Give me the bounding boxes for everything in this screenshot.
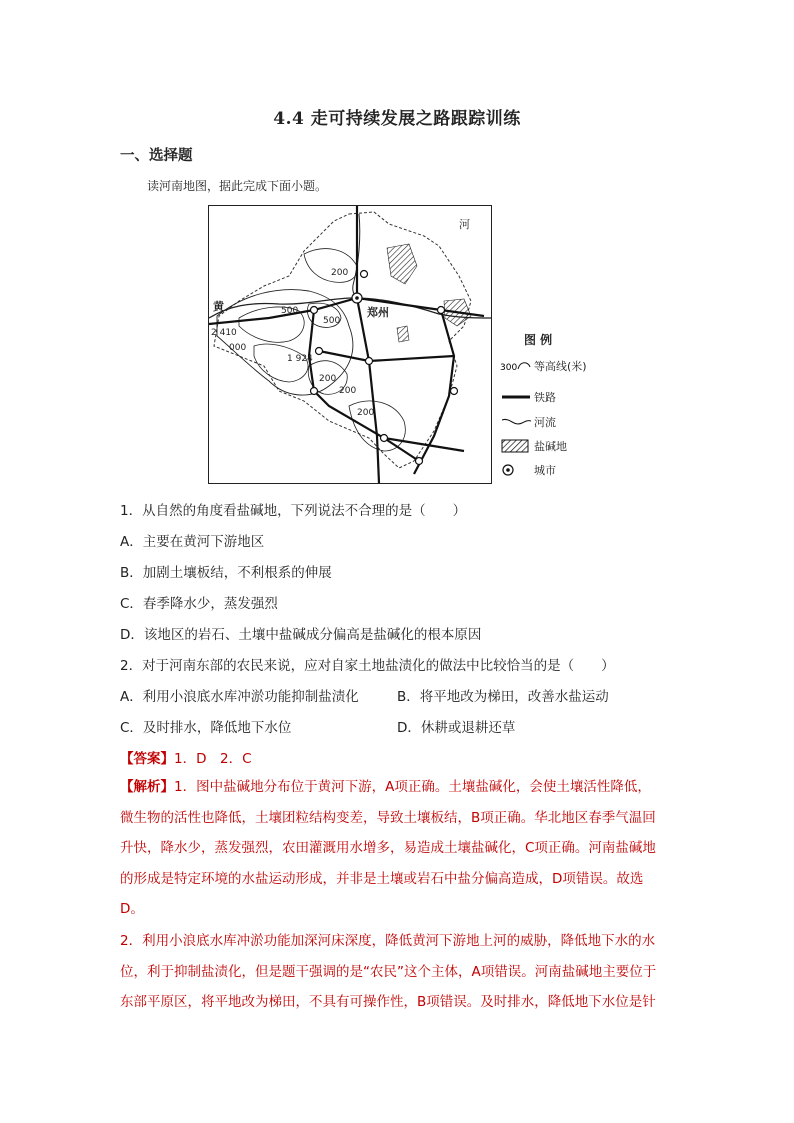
- railway-icon: [500, 390, 534, 404]
- analysis-block-1: [120, 772, 680, 925]
- q2-option-d: D．休耕或退耕还草: [397, 720, 516, 736]
- legend-saline: [500, 438, 567, 454]
- river-icon: [500, 415, 534, 429]
- analysis-text: 1．图中盐碱地分布位于黄河下游，A项正确。土壤盐碱化，会使土壤活性降低，: [174, 779, 651, 795]
- saline-land-1: [387, 244, 417, 284]
- map-label-peak-1924: 1 924: [287, 354, 313, 364]
- railway-mid: [319, 351, 454, 361]
- city-zhengzhou-center: [355, 296, 359, 300]
- question-1-stem: 1．从自然的角度看盐碱地，下列说法不合理的是（ ）: [120, 503, 467, 519]
- analysis-line: 位，利于抑制盐渍化，但是题干强调的是“农民”这个主体，A项错误。河南盐碱地主要位于: [120, 963, 657, 980]
- page-title: 4.4 走可持续发展之路跟踪训练: [273, 109, 521, 129]
- railway-south-east: [384, 438, 464, 451]
- city-dot-6: [451, 388, 458, 395]
- question-intro: 读河南地图，据此完成下面小题。: [147, 179, 328, 193]
- city-dot-5: [316, 348, 323, 355]
- legend-city: [500, 462, 556, 478]
- q1-option-a: A．主要在黄河下游地区: [120, 534, 265, 550]
- legend-river-label: 河流: [534, 416, 556, 429]
- legend-contour: [500, 358, 587, 374]
- saline-icon: [500, 439, 534, 453]
- map-legend: [500, 326, 610, 486]
- map-label-zhengzhou: 郑州: [367, 306, 389, 319]
- answer-line: [120, 747, 252, 767]
- svg-text:300: 300: [500, 363, 518, 373]
- map-label-river-huang: 黄: [213, 300, 224, 313]
- city-dot-2: [311, 307, 318, 314]
- analysis-block-2: [120, 926, 680, 1018]
- answer-label: 【答案】: [120, 751, 174, 767]
- city-dot-7: [311, 388, 318, 395]
- legend-railway: [500, 389, 556, 405]
- question-2-stem: 2．对于河南东部的农民来说，应对自家土地盐渍化的做法中比较恰当的是（ ）: [120, 658, 615, 674]
- legend-river: [500, 414, 556, 430]
- railway-ns: [357, 206, 379, 483]
- legend-city-label: 城市: [534, 464, 556, 477]
- map-label-contour-200a: 200: [331, 268, 349, 278]
- map-label-river-he: 河: [459, 218, 470, 231]
- analysis-line: 2．利用小浪底水库冲淤功能加深河床深度，降低黄河下游地上河的威胁，降低地下水的水: [120, 933, 656, 949]
- q1-option-b: B．加剧土壤板结，不利根系的伸展: [120, 565, 332, 581]
- map-drawing: [209, 206, 491, 483]
- answer-text: 1．D 2．C: [174, 751, 252, 767]
- city-dot-1: [361, 271, 368, 278]
- contour-icon: [500, 359, 534, 373]
- legend-saline-label: 盐碱地: [534, 440, 567, 453]
- analysis-line: [120, 772, 680, 803]
- map-label-000: 000: [229, 343, 247, 353]
- city-dot-8: [381, 435, 388, 442]
- henan-map: [208, 205, 492, 484]
- analysis-line: D。: [120, 901, 144, 917]
- q2-option-c: C．及时排水，降低地下水位: [120, 720, 292, 736]
- map-label-contour-200c: 200: [339, 386, 357, 396]
- q1-option-d: D．该地区的岩石、土壤中盐碱成分偏高是盐碱化的根本原因: [120, 627, 482, 643]
- analysis-line: 微生物的活性也降低，土壤团粒结构变差，导致土壤板结，B项正确。华北地区春季气温回: [120, 809, 656, 826]
- city-dot-9: [416, 458, 423, 465]
- analysis-line: 东部平原区，将平地改为梯田，不具有可操作性，B项错误。及时排水，降低地下水位是针: [120, 994, 656, 1010]
- analysis-line: 升快，降水少，蒸发强烈，农田灌溉用水增多，易造成土壤盐碱化，C项正确。河南盐碱地: [120, 840, 656, 856]
- q1-option-c: C．春季降水少，蒸发强烈: [120, 596, 278, 612]
- analysis-line: 的形成是特定环境的水盐运动形成，并非是土壤或岩石中盐分偏高造成，D项错误。故选: [120, 870, 644, 887]
- map-label-peak-2410: 2 410: [211, 328, 237, 338]
- map-label-contour-500a: 500: [281, 306, 299, 316]
- map-label-contour-200d: 200: [357, 408, 375, 418]
- saline-land-3: [397, 326, 409, 342]
- analysis-label: 【解析】: [120, 779, 174, 795]
- province-boundary: [214, 212, 471, 468]
- map-label-contour-500b: 500: [323, 316, 341, 326]
- q2-option-b: B．将平地改为梯田，改善水盐运动: [397, 689, 609, 705]
- legend-railway-label: 铁路: [534, 391, 556, 404]
- map-label-contour-200b: 200: [319, 374, 337, 384]
- city-dot-4: [366, 358, 373, 365]
- city-icon: [500, 463, 534, 477]
- q2-option-a: A．利用小浪底水库冲淤功能抑制盐渍化: [120, 689, 359, 705]
- legend-title: 图 例: [524, 333, 553, 347]
- section-heading: 一、选择题: [120, 148, 193, 164]
- city-dot-3: [438, 307, 445, 314]
- legend-contour-label: 等高线(米): [534, 360, 587, 373]
